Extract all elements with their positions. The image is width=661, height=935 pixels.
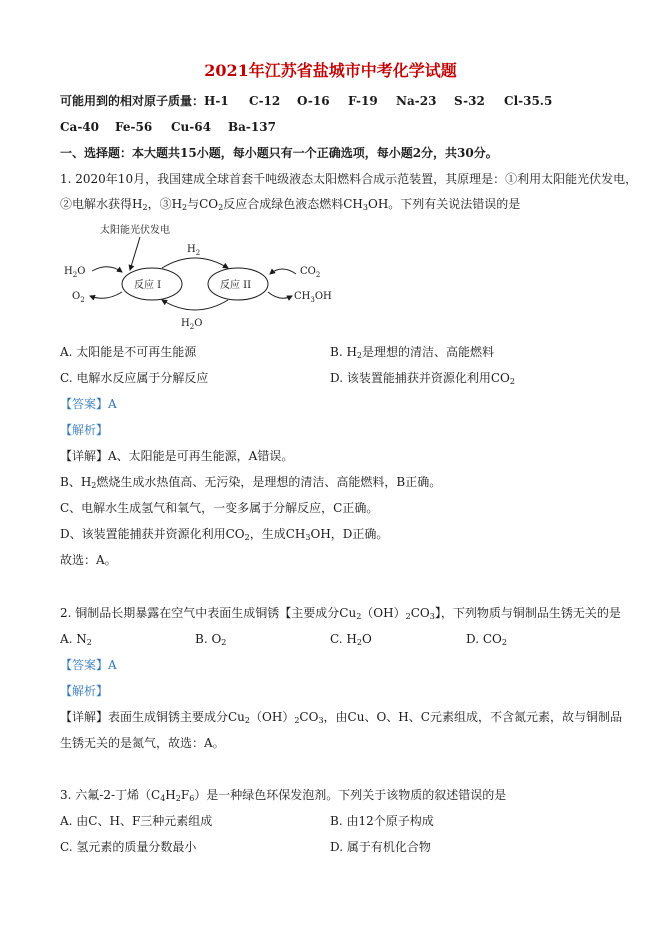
atom-mass: O-16 [297,94,330,108]
atom-mass: Fe-56 [115,120,153,134]
q3-option-a[interactable]: A. 由C、H、F三种元素组成 [60,814,213,828]
q2-stem-part: 2. 铜制品长期暴露在空气中表面生成铜锈【主要成分Cu [60,606,357,620]
subscript: 2 [405,612,411,621]
o2-label: $O_2$ [72,291,85,304]
atom-mass: Ba-137 [228,120,276,134]
detail-text: D、该装置能捕获并资源化利用CO [60,527,245,541]
atom-mass: Cl-35.5 [504,94,553,108]
q1-detail-3: C、电解水生成氢气和氧气，一变多属于分解反应，C正确。 [60,501,379,515]
subscript: 2 [142,203,148,212]
reaction1-label: 反应 I [134,280,162,291]
option-text: C. H [330,632,357,646]
q2-analysis-label: 【解析】 [60,684,109,698]
q1-option-d[interactable] [330,370,515,386]
q1-option-b[interactable] [330,344,494,360]
h2-arrow [162,258,228,268]
detail-text: （OH） [250,710,295,724]
q2-option-a[interactable] [60,631,92,647]
subscript: 2 [509,377,515,386]
subscript: 2 [356,638,362,647]
atom-mass: Ca-40 [60,120,100,134]
subscript: 2 [91,481,97,490]
section-heading: 一、选择题：本大题共15小题，每小题只有一个正确选项，每小题2分，共30分。 [60,146,498,160]
q2-stem [60,605,621,621]
h2-label: $H_2$ [187,244,201,257]
subscript: 2 [218,203,224,212]
h2o-return-arrow [162,300,228,310]
detail-text: OH，D正确。 [310,527,389,541]
option-text: D. 该装置能捕获并资源化利用CO [330,371,510,385]
q1-stem-part: ，③H [147,197,183,211]
atom-mass: C-12 [249,94,281,108]
reaction2-label: 反应 II [220,280,252,291]
q2-option-b[interactable] [195,631,226,647]
subscript: 3 [362,203,368,212]
option-text: B. H [330,345,357,359]
q1-detail-4 [60,526,388,542]
q2-stem-part: （OH） [361,606,406,620]
solar-arrow [130,237,140,270]
h2o-bottom-label: $H_2O$ [181,318,203,331]
q1-option-a[interactable]: A. 太阳能是不可再生能源 [60,345,197,359]
co2-input-arrow [270,269,296,274]
subscript: 2 [221,638,227,647]
q3-stem [60,787,506,803]
subscript: 2 [501,638,507,647]
subscript: 2 [244,533,250,542]
q2-detail-2: 生锈无关的是氮气，故选：A。 [60,736,225,750]
reaction-diagram [60,222,340,334]
q3-stem-part: F [180,788,190,802]
subscript: 2 [86,638,92,647]
subscript: 2 [182,203,188,212]
q2-option-d[interactable] [466,631,507,647]
detail-text: ，由Cu、O、H、C元素组成，不含氮元素，故与铜制品 [323,710,622,724]
subscript: 2 [175,794,181,803]
atom-mass: Cu-64 [171,120,211,134]
detail-text: B、H [60,475,92,489]
ch3oh-label: $CH_3OH$ [294,291,332,304]
q1-conclusion: 故选：A。 [60,553,117,567]
q1-stem-part: ②电解水获得H [60,197,143,211]
subscript: 2 [244,716,251,725]
q3-option-b[interactable]: B. 由12个原子构成 [330,814,434,828]
q3-stem-part: H [165,788,176,802]
q2-detail-1 [60,709,622,725]
q1-analysis-label: 【解析】 [60,423,109,437]
q1-answer: 【答案】A [60,397,117,411]
o2-output-arrow [90,292,122,298]
subscript: 3 [318,716,324,725]
q1-stem-line2 [60,196,520,212]
page-title: 2021年江苏省盐城市中考化学试题 [204,61,457,80]
q2-option-c[interactable] [330,631,372,647]
subscript: 2 [294,716,300,725]
ch3oh-output-arrow [268,292,292,298]
detail-text: ，生成CH [249,527,306,541]
q1-detail-2 [60,474,441,490]
solar-label: 太阳能光伏发电 [100,225,170,236]
q3-option-d[interactable]: D. 属于有机化合物 [330,840,431,854]
q2-stem-part: CO [410,606,430,620]
option-text: B. O [195,632,222,646]
q1-option-c[interactable]: C. 电解水反应属于分解反应 [60,371,209,385]
q3-stem-part: ）是一种绿色环保发泡剂。下列关于该物质的叙述错误的是 [194,788,507,802]
h2o-input-label: $H_2O$ [64,266,86,279]
subscript: 3 [429,612,435,621]
atom-mass: Na-23 [396,94,437,108]
detail-text: 【详解】表面生成铜锈主要成分Cu [60,710,245,724]
q1-stem-part: 与CO [187,197,219,211]
atomic-masses-label: 可能用到的相对原子质量： [60,94,205,108]
option-text: 是理想的清洁、高能燃料 [362,345,495,359]
q2-stem-part: 】，下列物质与铜制品生锈无关的是 [434,606,621,620]
subscript: 6 [189,794,195,803]
q2-answer: 【答案】A [60,658,117,672]
atomic-masses-row1 [60,93,552,109]
q3-option-c[interactable]: C. 氢元素的质量分数最小 [60,840,197,854]
co2-label: $CO_2$ [300,266,321,279]
subscript: 3 [305,533,311,542]
option-text: A. N [60,632,87,646]
atom-mass: F-19 [348,94,378,108]
atomic-masses-row2 [60,119,276,135]
atom-mass: S-32 [454,94,485,108]
subscript: 2 [356,612,362,621]
q1-stem-part: OH。下列有关说法错误的是 [368,197,521,211]
q1-stem-part: 反应合成绿色液态燃料CH [223,197,363,211]
detail-text: 燃烧生成水热值高、无污染，是理想的清洁、高能燃料，B正确。 [96,475,442,489]
detail-text: CO [299,710,319,724]
option-text: D. CO [466,632,502,646]
q1-stem-line1: 1. 2020年10月，我国建成全球首套千吨级液态太阳燃料合成示范装置，其原理是：①利用太阳能光伏发电， [60,172,638,186]
q1-detail-1: 【详解】A、太阳能是可再生能源，A错误。 [60,449,294,463]
subscript: 4 [160,794,166,803]
atom-mass: H-1 [204,94,229,108]
h2o-input-arrow [92,267,122,272]
option-text: O [361,632,372,646]
q3-stem-part: 3. 六氟-2-丁烯（C [60,788,161,802]
subscript: 2 [356,351,363,360]
